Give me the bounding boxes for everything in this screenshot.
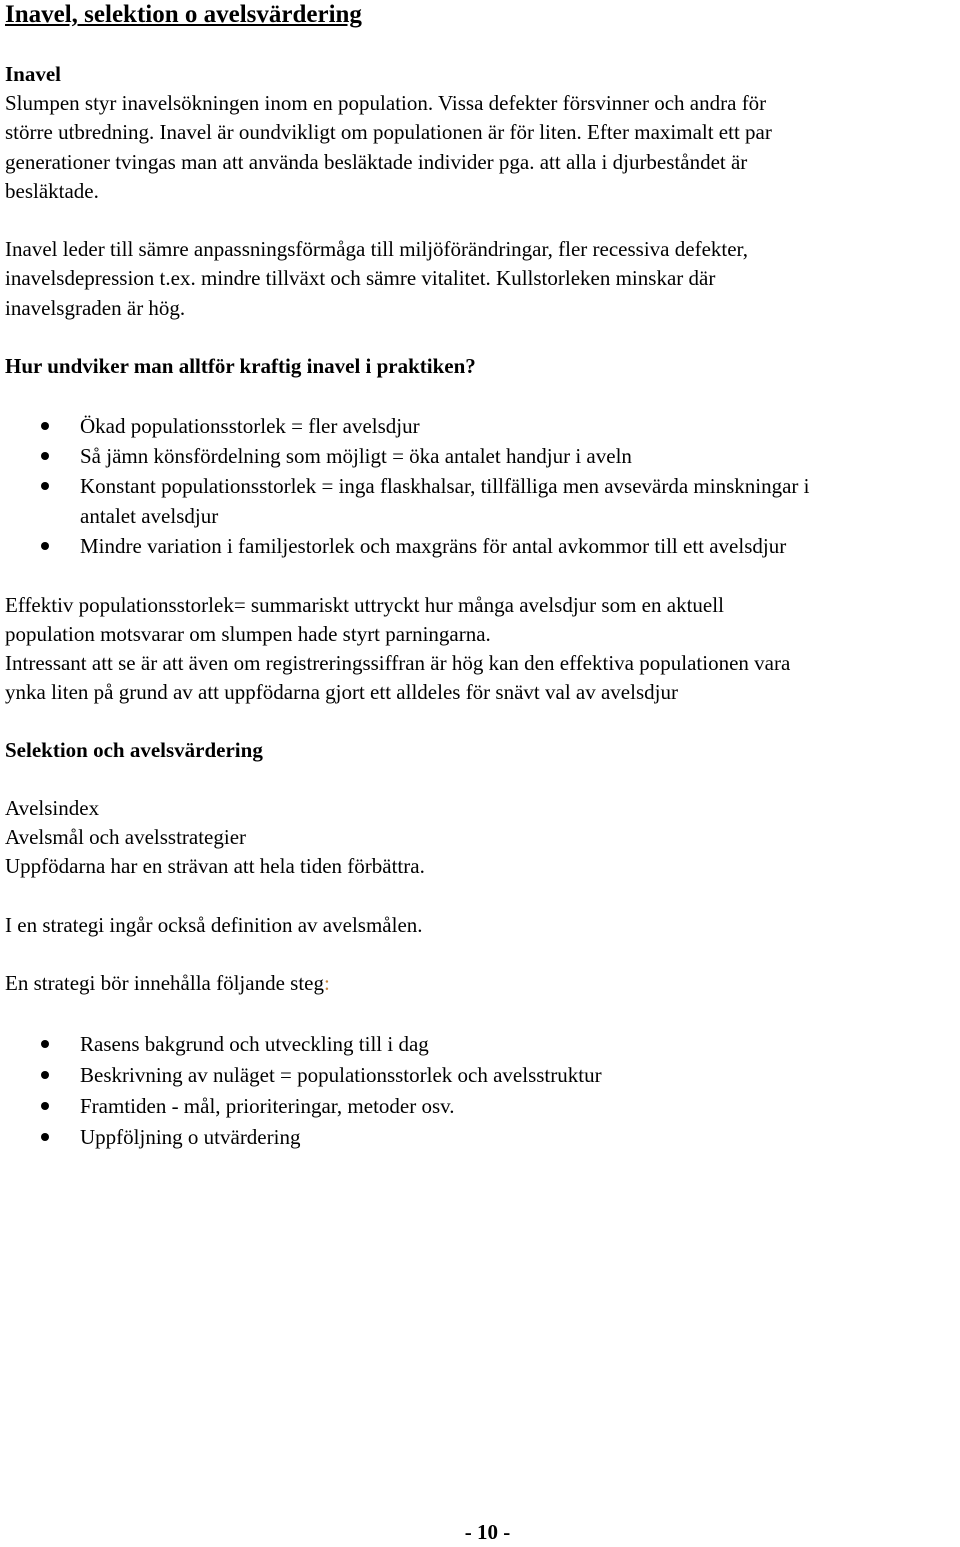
list-item: Framtiden - mål, prioriteringar, metoder osv. xyxy=(0,1091,960,1122)
paragraph-line: Effektiv populationsstorlek= summariskt uttryckt hur många avelsdjur som en aktuell xyxy=(5,593,724,617)
paragraph-line: generationer tvingas man att använda besläktade individer pga. att alla i djurbeståndet är xyxy=(5,150,748,174)
bullet-icon xyxy=(41,422,49,430)
list-item: Mindre variation i familjestorlek och maxgräns för antal avkommor till ett avelsdjur xyxy=(0,531,960,561)
paragraph-line: Uppfödarna har en strävan att hela tiden förbättra. xyxy=(5,854,425,878)
bullet-icon xyxy=(41,482,49,490)
list-item: Rasens bakgrund och utveckling till i dag xyxy=(0,1029,960,1060)
list-item: Beskrivning av nuläget = populationsstorlek och avelsstruktur xyxy=(0,1060,960,1091)
paragraph-line: inavelsgraden är hög. xyxy=(5,296,186,320)
paragraph-line: större utbredning. Inavel är oundvikligt om populationen är för liten. Efter maximalt ett par xyxy=(5,120,772,144)
paragraph-line: Intressant att se är att även om registreringssiffran är hög kan den effektiva populationen vara xyxy=(5,651,791,675)
paragraph-line: Avelsmål och avelsstrategier xyxy=(5,825,247,849)
inbreeding-bullet-list xyxy=(0,411,960,561)
bullet-icon xyxy=(41,1102,49,1110)
question-heading: Hur undviker man alltför kraftig inavel i praktiken? xyxy=(5,354,476,378)
list-item: Så jämn könsfördelning som möjligt = öka antalet handjur i aveln xyxy=(0,441,960,471)
paragraph-line: besläktade. xyxy=(5,179,99,203)
bullet-icon xyxy=(41,1133,49,1141)
bullet-icon xyxy=(41,1071,49,1079)
paragraph-line: Slumpen styr inavelsökningen inom en population. Vissa defekter försvinner och andra för xyxy=(5,91,767,115)
bullet-icon xyxy=(41,1040,49,1048)
paragraph-line: inavelsdepression t.ex. mindre tillväxt och sämre vitalitet. Kullstorleken minskar där xyxy=(5,266,716,290)
list-item: Uppföljning o utvärdering xyxy=(0,1122,960,1153)
section-heading-inavel: Inavel xyxy=(5,62,62,86)
strategy-steps-list xyxy=(0,1029,960,1153)
paragraph-line: Inavel leder till sämre anpassningsförmåga till miljöförändringar, fler recessiva defekter, xyxy=(5,237,748,261)
list-item: Konstant populationsstorlek = inga flaskhalsar, tillfälliga men avsevärda minskningar i xyxy=(0,471,960,501)
page-number: - 10 - xyxy=(464,1520,511,1544)
list-item-continuation: antalet avelsdjur xyxy=(80,504,219,528)
bullet-icon xyxy=(41,452,49,460)
strategy-intro: En strategi bör innehålla följande steg: xyxy=(5,971,330,995)
paragraph-line: I en strategi ingår också definition av avelsmålen. xyxy=(5,913,423,937)
paragraph-line: Avelsindex xyxy=(5,796,100,820)
page-title: Inavel, selektion o avelsvärdering xyxy=(5,1,362,28)
paragraph-line: ynka liten på grund av att uppfödarna gjort ett alldeles för snävt val av avelsdjur xyxy=(5,680,678,704)
list-item: Ökad populationsstorlek = fler avelsdjur xyxy=(0,411,960,441)
paragraph-line: population motsvarar om slumpen hade styrt parningarna. xyxy=(5,622,491,646)
section-heading-selektion: Selektion och avelsvärdering xyxy=(5,738,263,762)
bullet-icon xyxy=(41,542,49,550)
